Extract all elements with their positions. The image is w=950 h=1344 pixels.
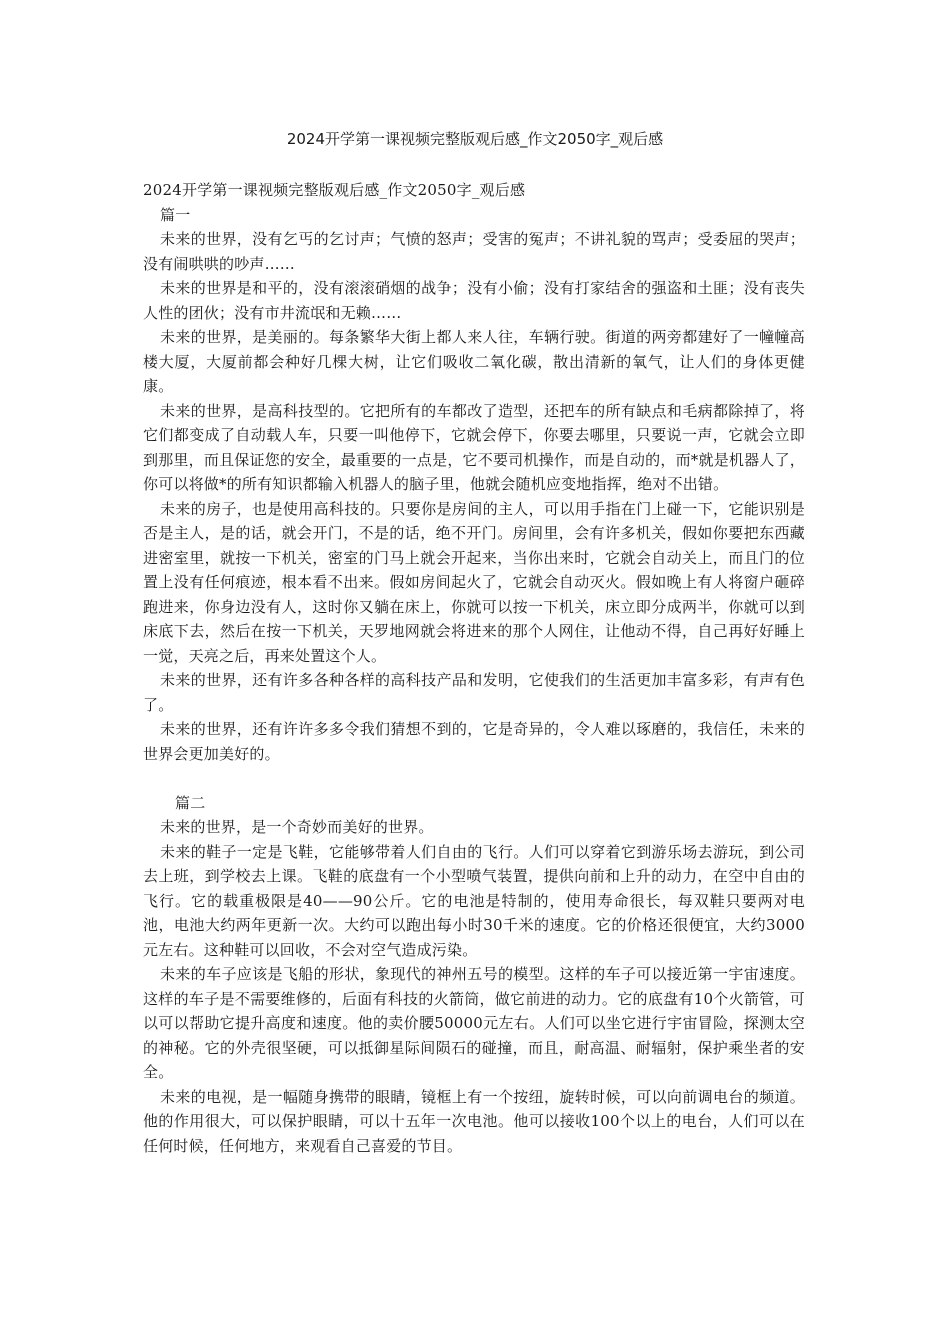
paragraph: 未来的世界，是美丽的。每条繁华大街上都人来人往，车辆行驶。街道的两旁都建好了一幢幢高楼大厦，大厦前都会种好几棵大树，让它们吸收二氧化碳，散出清新的氧气，让人们的身体更健康。: [143, 328, 805, 395]
paragraph: 未来的世界是和平的，没有滚滚硝烟的战争；没有小偷；没有打家结舍的强盗和土匪；没有丧失人性的团伙；没有市井流氓和无赖……: [143, 279, 805, 322]
paragraph: 未来的车子应该是飞船的形状，象现代的神州五号的模型。这样的车子可以接近第一宇宙速度。这样的车子是不需要维修的，后面有科技的火箭筒，做它前进的动力。它的底盘有10个火箭管，可以可以帮助它提升高度和速度。他的卖价腰50000元左右。人们可以坐它进行宇宙冒险，探测太空的神秘。它的外壳很坚硬，可以抵御星际间陨石的碰撞，而且，耐高温、耐辐射，保护乘坐者的安全。: [143, 965, 805, 1081]
paragraph: 未来的世界，是高科技型的。它把所有的车都改了造型，还把车的所有缺点和毛病都除掉了，将它们都变成了自动载人车，只要一叫他停下，它就会停下，你要去哪里，只要说一声，它就会立即到那里，而且保证您的安全，最重要的一点是，它不要司机操作，而是自动的，而*就是机器人了，你可以将做*的所有知识都输入机器人的脑子里，他就会随机应变地指挥，绝对不出错。: [143, 401, 805, 493]
document-title: 2024开学第一课视频完整版观后感_作文2050字_观后感: [286, 130, 664, 148]
section-heading-2: 篇二: [175, 793, 206, 812]
paragraph: 未来的房子，也是使用高科技的。只要你是房间的主人，可以用手指在门上碰一下，它能识别是否是主人，是的话，就会开门，不是的话，绝不开门。房间里，会有许多机关，假如你要把东西藏进密室里，就按一下机关，密室的门马上就会开起来，当你出来时，它就会自动关上，而且门的位置上没有任何痕迹，根本看不出来。假如房间起火了，它就会自动灭火。假如晚上有人将窗户砸碎跑进来，你身边没有人，这时你又躺在床上，你就可以按一下机关，床立即分成两半，你就可以到床底下去，然后在按一下机关，天罗地网就会将进来的那个人网住，让他动不得，自己再好好睡上一觉，天亮之后，再来处置这个人。: [143, 499, 805, 665]
section-spacer: [143, 766, 805, 791]
section-heading-1: 篇一: [160, 205, 191, 224]
paragraph: 未来的电视，是一幅随身携带的眼睛，镜框上有一个按纽，旋转时候，可以向前调电台的频道。他的作用很大，可以保护眼睛，可以十五年一次电池。他可以接收100个以上的电台，人们可以在任何时候，任何地方，来观看自己喜爱的节目。: [143, 1087, 805, 1155]
paragraph: 未来的世界，是一个奇妙而美好的世界。: [160, 818, 434, 836]
paragraph: 未来的世界，还有许许多多令我们猜想不到的，它是奇异的，令人难以琢磨的，我信任，未来的世界会更加美好的。: [143, 720, 805, 763]
document-subtitle: 2024开学第一课视频完整版观后感_作文2050字_观后感: [143, 181, 526, 199]
paragraph: 未来的鞋子一定是飞鞋，它能够带着人们自由的飞行。人们可以穿着它到游乐场去游玩，到公司去上班，到学校去上课。飞鞋的底盘有一个小型喷气装置，提供向前和上升的动力，在空中自由的飞行。它的载重极限是40——90公斤。它的电池是特制的，使用寿命很长，每双鞋只要两对电池，电池大约两年更新一次。大约可以跑出每小时30千米的速度。它的价格还很便宜，大约3000元左右。这种鞋可以回收，不会对空气造成污染。: [143, 842, 805, 959]
document-body: [143, 178, 805, 1158]
paragraph: 未来的世界，没有乞丐的乞讨声；气愤的怒声；受害的冤声；不讲礼貌的骂声；受委屈的哭声；没有闹哄哄的吵声……: [143, 230, 805, 273]
paragraph: 未来的世界，还有许多各种各样的高科技产品和发明，它使我们的生活更加丰富多彩，有声有色了。: [143, 671, 805, 714]
